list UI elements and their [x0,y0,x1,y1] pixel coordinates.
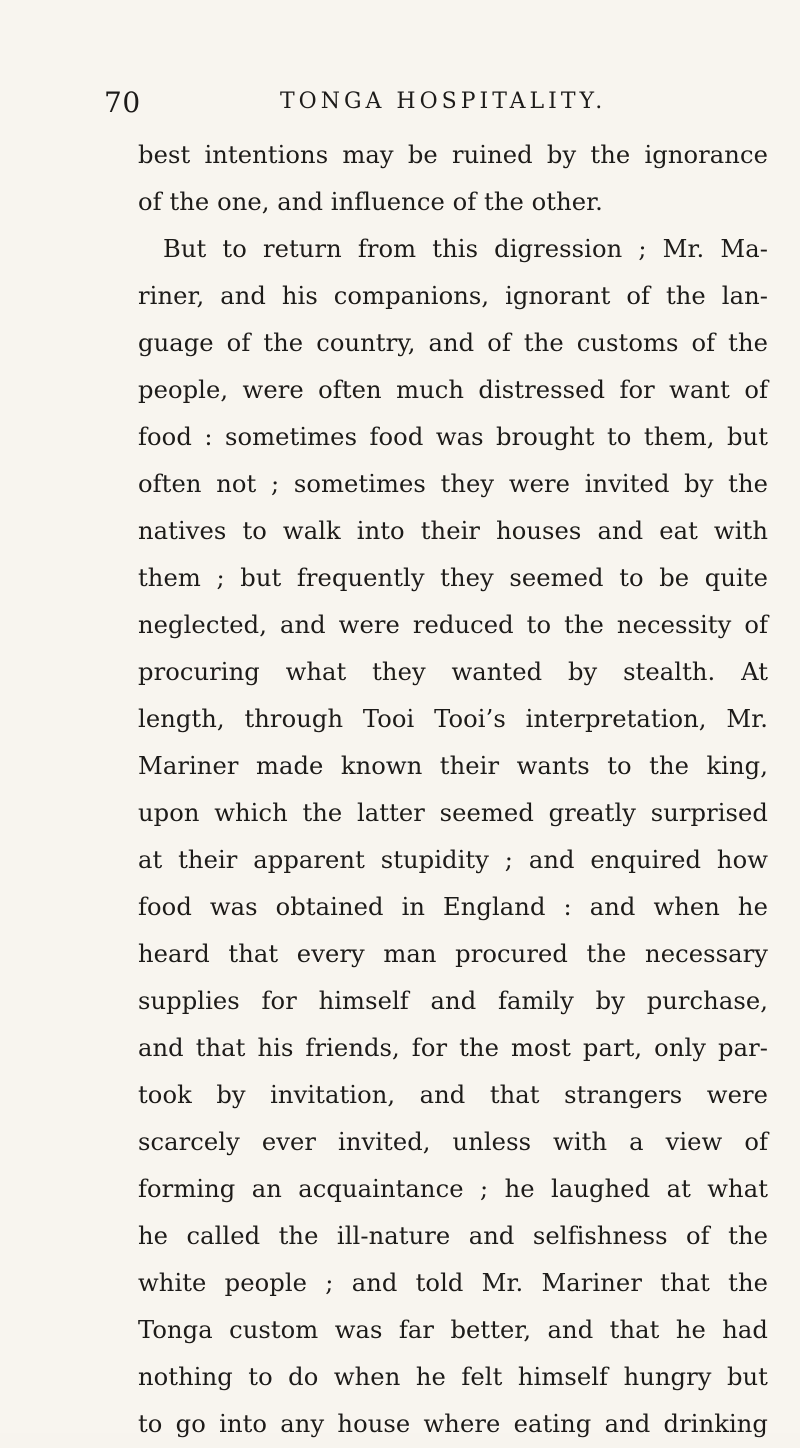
text-line: took by invitation, and that strangers were [138,1081,768,1109]
text-line: nothing to do when he felt himself hungry but [138,1363,768,1391]
text-line: But to return from this digression ; Mr. Ma- [163,235,768,263]
running-head: TONGA HOSPITALITY. [280,89,607,114]
text-line: procuring what they wanted by stealth. At [138,658,768,686]
text-line: neglected, and were reduced to the necessity of [138,611,768,639]
text-line: of the one, and influence of the other. [138,188,603,216]
page-body-text [138,132,768,1448]
text-line: upon which the latter seemed greatly surprised [138,799,768,827]
text-line: food was obtained in England : and when he [138,893,768,921]
text-line: forming an acquaintance ; he laughed at what [138,1175,768,1203]
text-line: at their apparent stupidity ; and enquired how [138,846,768,874]
text-line: heard that every man procured the necessary [138,940,768,968]
text-line: riner, and his companions, ignorant of the lan- [138,282,768,310]
text-line: food : sometimes food was brought to them, but [138,423,768,451]
text-line: best intentions may be ruined by the ignorance [138,141,768,169]
text-line: them ; but frequently they seemed to be quite [138,564,768,592]
text-line: guage of the country, and of the customs of the [138,329,768,357]
text-line: he called the ill-nature and selfishness of the [138,1222,768,1250]
page-number: 70 [104,86,141,119]
page-header [104,86,744,126]
text-line: white people ; and told Mr. Mariner that the [138,1269,768,1297]
text-line: length, through Tooi Tooi’s interpretation, Mr. [138,705,768,733]
text-line: and that his friends, for the most part, only par- [138,1034,768,1062]
text-line: often not ; sometimes they were invited by the [138,470,768,498]
text-line: Tonga custom was far better, and that he had [138,1316,768,1344]
text-line: people, were often much distressed for want of [138,376,768,404]
text-line: natives to walk into their houses and eat with [138,517,768,545]
text-line: supplies for himself and family by purchase, [138,987,768,1015]
text-line: scarcely ever invited, unless with a view of [138,1128,768,1156]
text-line: to go into any house where eating and drinking [138,1410,768,1438]
text-line: Mariner made known their wants to the king, [138,752,768,780]
